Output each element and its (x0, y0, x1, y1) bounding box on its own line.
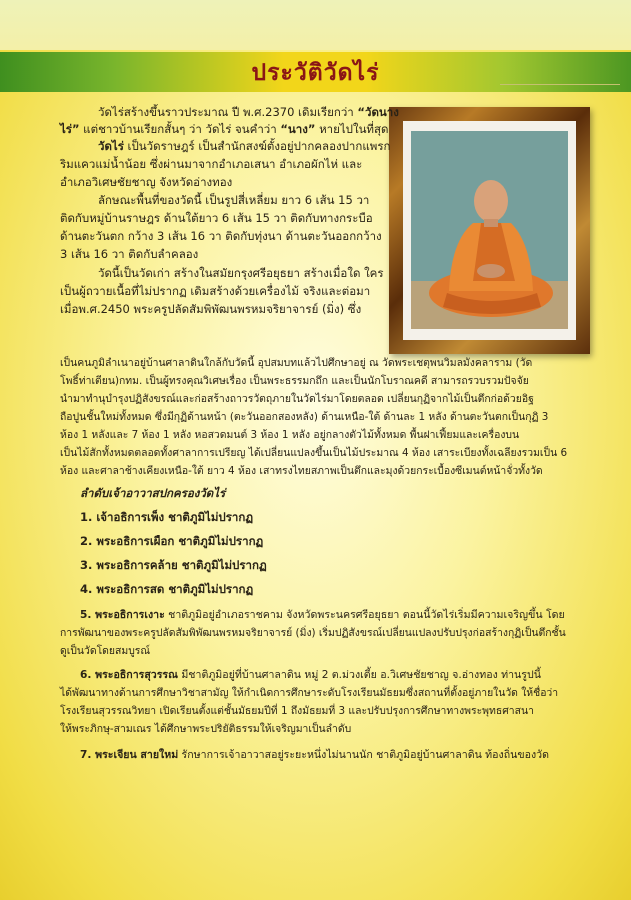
history-line: เป็นไม้สักทั้งหมดตลอดทั้งศาลาการเปรียญ ได้เปลี่ยนแปลงขึ้นเป็นไม้ประมาณ 4 ห้อง เสาระเบียงทั้งเฉลียงรวมเป็น 6 (60, 447, 568, 459)
abbot-name: 5. พระอธิการเงาะ (80, 609, 165, 621)
history-line: ลักษณะพื้นที่ของวัดนี้ เป็นรูปสี่เหลี่ยม ยาว 6 เส้น 15 วา (98, 193, 370, 207)
abbot-detail: มีชาติภูมิอยู่ที่บ้านศาลาดิน หมู่ 2 ต.ม่วงเตี้ย อ.วิเศษชัยชาญ จ.อ่างทอง ท่านรูปนี้ (177, 669, 541, 681)
history-text: เป็นวัดราษฎร์ เป็นสำนักสงฆ์ตั้งอยู่ปากคลองปากแพรก (123, 139, 391, 153)
history-line: ติดกับหมู่บ้านราษฎร ด้านใต้ยาว 6 เส้น 15 วา ติดกับทางกระบือ (60, 211, 373, 225)
history-line: ริมแควแม่น้ำน้อย ซึ่งผ่านมาจากอำเภอเสนา อำเภอผักไห่ และ (60, 157, 363, 171)
history-line (98, 139, 390, 154)
abbot-detail-line: ให้พระภิกษุ-สามเณร ได้ศึกษาพระปริยัติธรรมให้เจริญมาเป็นลำดับ (60, 723, 352, 735)
abbot-item (80, 668, 541, 683)
abbot-detail-line: ได้พัฒนาทางด้านการศึกษาวิชาสามัญ ให้กำเนิดการศึกษาระดับโรงเรียนมัธยมซึ่งสถานที่ตั้งอยู่ภายในวัด ให้ชื่อว่า (60, 687, 559, 699)
abbot-item (80, 558, 267, 573)
history-line: ถือปูนชั้นใหม่ทั้งหมด ซึ่งมีกุฏิด้านหน้า (ตะวันออกสองหลัง) ด้านเหนือ-ใต้ ด้านละ 1 หลัง ด้านตะวันตกเป็นกุฏิ 3 (60, 411, 549, 423)
history-emphasis: วัดไร่ (98, 139, 124, 153)
history-text: หายไปในที่สุด (315, 122, 389, 136)
history-line: โพธิ์ท่าเตียน)กทม. เป็นผู้ทรงคุณวิเศษเรื่อง เป็นพระธรรมกถึก และเป็นนักโบราณคดี สามารถรวบรวมปัจจัย (60, 375, 529, 387)
abbot-detail: ชาติภูมิไม่ปรากฏ (164, 510, 254, 524)
abbot-detail: ชาติภูมิไม่ปรากฏ (164, 582, 254, 596)
abbot-item (80, 534, 263, 549)
history-line (98, 105, 399, 120)
history-emphasis: ไร่” (60, 122, 80, 136)
history-emphasis: “วัดนาง (357, 105, 399, 119)
abbot-detail-line: ดูเป็นวัดโดยสมบูรณ์ (60, 645, 151, 657)
abbot-name: 4. พระอธิการสด (80, 582, 165, 596)
history-line: นำมาทำนุบำรุงปฏิสังขรณ์และก่อสร้างถาวรวัตถุภายในวัดไร่มาโดยตลอด เปลี่ยนกุฏิจากไม้เป็นตึกก่อด้วยอิฐ (60, 393, 534, 405)
abbots-heading: ลำดับเจ้าอาวาสปกครองวัดไร่ (80, 486, 226, 500)
history-emphasis: “นาง” (280, 122, 316, 136)
abbot-detail: ชาติภูมิไม่ปรากฏ (174, 534, 264, 548)
abbot-item (80, 582, 253, 597)
abbot-name: 2. พระอธิการเผือก (80, 534, 175, 548)
history-line: 3 เส้น 16 วา ติดกับลำคลอง (60, 247, 199, 261)
abbot-name: 7. พระเจียน สายใหม่ (80, 749, 179, 761)
history-line: ด้านตะวันตก กว้าง 3 เส้น 16 วา ติดกับทุ่งนา ด้านตะวันออกกว้าง (60, 229, 382, 243)
abbot-name: 1. เจ้าอธิการเพ็ง (80, 510, 165, 524)
history-line: เป็นผู้ถวายเนื้อที่ไม่ปรากฏ เดิมสร้างด้วยเครื่องไม้ จริงและต่อมา (60, 284, 371, 298)
abbot-name: 3. พระอธิการคล้าย (80, 558, 178, 572)
history-line: ห้อง 1 หลังและ 7 ห้อง 1 หลัง หอสวดมนต์ 3 ห้อง 1 หลัง อยู่กลางตัวไม้ทั้งหมด พื้นฝาเฟี้ยมและเครื่องบน (60, 429, 520, 441)
abbot-detail-line: การพัฒนาของพระครูปลัดสัมพิพัฒนพรหมจริยาจารย์ (มิ่ง) เริ่มปฏิสังขรณ์เปลี่ยนแปลงปรับปรุงก่อสร้างกุฏิเป็นตึกชั้น (60, 627, 566, 639)
abbot-item (80, 748, 549, 763)
abbot-detail: ชาติภูมิอยู่อำเภอราชคาม จังหวัดพระนครศรีอยุธยา ตอนนี้วัดไร่เริ่มมีความเจริญขึ้น โดย (164, 609, 565, 621)
abbot-detail: ชาติภูมิไม่ปรากฏ (177, 558, 267, 572)
history-text: แต่ชาวบ้านเรียกสั้นๆ ว่า วัดไร่ จนคำว่า (79, 122, 281, 136)
abbot-item (80, 608, 565, 623)
history-line: เมื่อพ.ศ.2450 พระครูปลัดสัมพิพัฒนพรหมจริยาจารย์ (มิ่ง) ซึ่ง (60, 302, 362, 316)
abbot-item (80, 510, 253, 525)
abbot-detail: รักษาการเจ้าอาวาสอยู่ระยะหนึ่งไม่นานนัก ชาติภูมิอยู่บ้านศาลาดิน ท้องถิ่นของวัด (178, 749, 549, 761)
page-title: ประวัติวัดไร่ (251, 60, 380, 86)
abbot-name: 6. พระอธิการสุวรรณ (80, 669, 178, 681)
abbot-detail-line: โรงเรียนสุวรรณวิทยา เปิดเรียนตั้งแต่ชั้นมัธยมปีที่ 1 ถึงมัธยมที่ 3 และปรับปรุงการศึกษาทางพระพุทธศาสนา (60, 705, 534, 717)
history-line: ห้อง และศาลาช้างเคียงเหนือ-ใต้ ยาว 4 ห้อง เสาทรงไทยสภาพเป็นตึกและมุงด้วยกระเบื้องซีเมนต์หน้าจั่วทั้งวัด (60, 465, 543, 477)
history-line: เป็นคนภูมิลำเนาอยู่บ้านศาลาดินใกล้กับวัดนี้ อุปสมบทแล้วไปศึกษาอยู่ ณ วัดพระเชตุพนวิมลมังคลาราม (วัด (60, 357, 533, 369)
history-line: อำเภอวิเศษชัยชาญ จังหวัดอ่างทอง (60, 175, 233, 189)
history-text: วัดไร่สร้างขึ้นราวประมาณ ปี พ.ศ.2370 เดิมเรียกว่า (98, 105, 358, 119)
history-line (60, 122, 389, 137)
history-line: วัดนี้เป็นวัดเก่า สร้างในสมัยกรุงศรีอยุธยา สร้างเมื่อใด ใคร (98, 266, 384, 280)
